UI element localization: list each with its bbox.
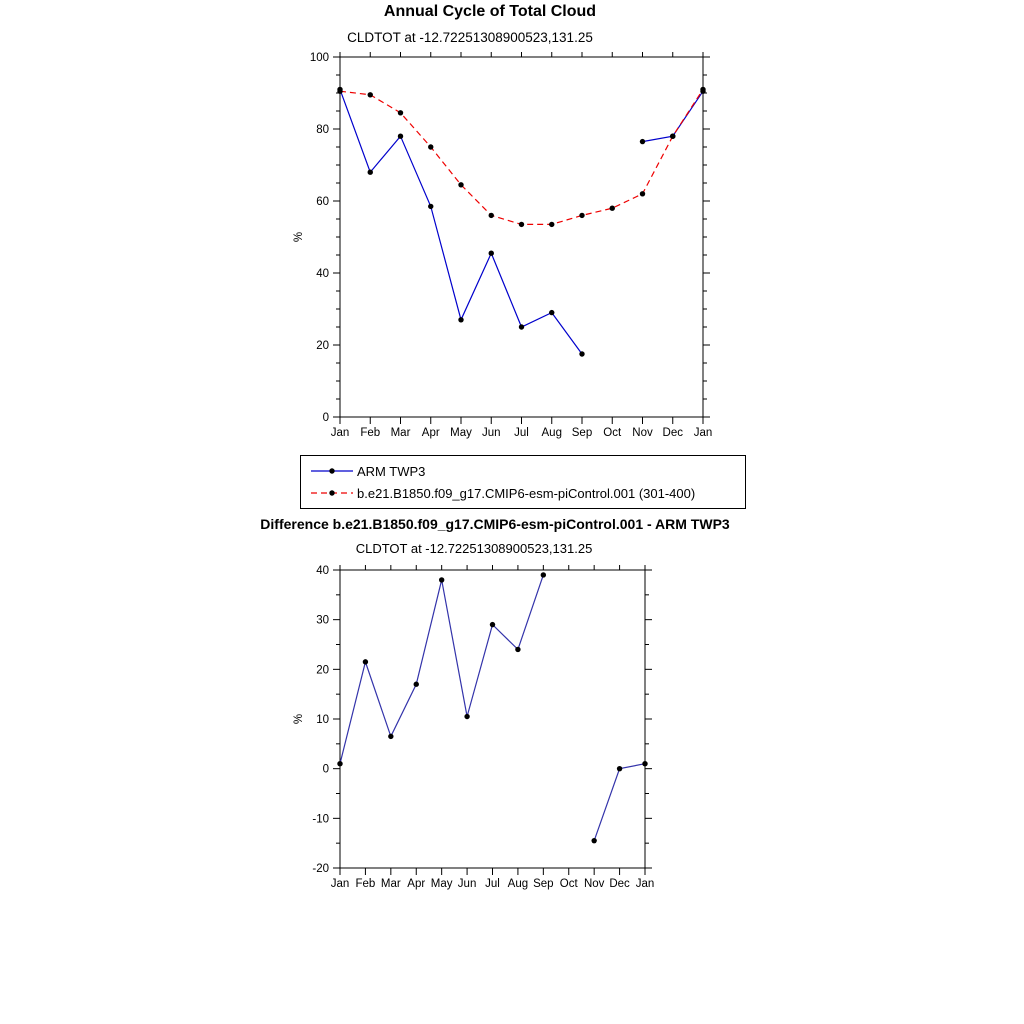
legend-label: ARM TWP3 xyxy=(357,463,426,479)
x-tick-label: Jan xyxy=(330,878,350,890)
y-tick-label: 20 xyxy=(316,664,329,677)
y-tick-label: 80 xyxy=(316,124,329,136)
y-tick-label: 40 xyxy=(316,565,329,577)
annual-cycle-chart xyxy=(280,40,760,460)
data-point xyxy=(458,182,463,187)
data-point xyxy=(549,222,554,227)
plot-frame xyxy=(340,570,645,868)
data-point xyxy=(337,89,342,94)
chart1-subtitle: CLDTOT at -12.72251308900523,131.25 xyxy=(347,30,593,45)
y-tick-label: 100 xyxy=(309,52,329,64)
plot-frame xyxy=(340,57,703,417)
y-tick-label: 0 xyxy=(322,763,329,776)
data-point xyxy=(337,761,342,766)
x-tick-label: Dec xyxy=(609,878,630,890)
data-point xyxy=(490,622,495,627)
x-tick-label: May xyxy=(450,427,472,439)
data-point xyxy=(700,87,705,92)
x-tick-label: Jul xyxy=(485,878,500,890)
data-point xyxy=(464,714,469,719)
data-point xyxy=(519,324,524,329)
x-tick-label: Aug xyxy=(541,427,562,439)
y-tick-label: 30 xyxy=(316,614,329,627)
data-point xyxy=(398,110,403,115)
data-point xyxy=(640,139,645,144)
x-tick-label: Jul xyxy=(514,427,529,439)
y-tick-label: 0 xyxy=(322,412,329,424)
series-line xyxy=(340,89,582,354)
data-point xyxy=(428,204,433,209)
data-point xyxy=(489,251,494,256)
data-point xyxy=(439,577,444,582)
data-point xyxy=(458,317,463,322)
legend-item-picontrol xyxy=(309,482,741,504)
legend-item-arm-twp3 xyxy=(309,460,741,482)
data-point xyxy=(541,572,546,577)
y-tick-label: 60 xyxy=(316,196,329,208)
data-point xyxy=(489,213,494,218)
data-point xyxy=(579,213,584,218)
data-point xyxy=(640,191,645,196)
series-line xyxy=(340,575,543,764)
legend-sample-marker xyxy=(329,490,334,495)
x-tick-label: Dec xyxy=(662,427,683,439)
x-tick-label: Aug xyxy=(507,878,529,890)
data-point xyxy=(610,206,615,211)
x-tick-label: Jan xyxy=(635,878,655,890)
x-tick-label: Jun xyxy=(481,427,501,439)
x-tick-label: Sep xyxy=(533,878,554,890)
x-tick-label: Mar xyxy=(380,878,401,890)
data-point xyxy=(670,134,675,139)
y-tick-label: 10 xyxy=(316,714,329,726)
x-tick-label: Feb xyxy=(360,427,381,439)
y-axis-label: % xyxy=(293,713,305,725)
chart2-subtitle: CLDTOT at -12.72251308900523,131.25 xyxy=(355,541,593,556)
data-point xyxy=(642,761,647,766)
chart1-title: Annual Cycle of Total Cloud xyxy=(383,3,597,20)
legend xyxy=(300,455,746,509)
x-tick-label: Jan xyxy=(693,427,713,439)
x-tick-label: Feb xyxy=(355,878,376,890)
y-tick-label: -10 xyxy=(312,813,329,826)
legend-line-sample-dashed xyxy=(309,486,355,500)
data-point xyxy=(368,92,373,97)
data-point xyxy=(617,766,622,771)
y-tick-label: 20 xyxy=(316,340,329,352)
x-tick-label: Nov xyxy=(583,878,605,890)
x-tick-label: Jun xyxy=(457,878,477,890)
series-line xyxy=(340,89,703,224)
data-point xyxy=(388,734,393,739)
legend-label: b.e21.B1850.f09_g17.CMIP6-esm-piControl.001 (301-400) xyxy=(357,485,696,501)
data-point xyxy=(591,838,596,843)
data-point xyxy=(398,134,403,139)
x-tick-label: Oct xyxy=(603,427,622,439)
x-tick-label: Nov xyxy=(632,427,653,439)
x-tick-label: May xyxy=(430,878,453,890)
data-point xyxy=(368,170,373,175)
data-point xyxy=(428,144,433,149)
x-tick-label: Jan xyxy=(330,427,350,439)
x-tick-label: Oct xyxy=(559,878,578,890)
series-line xyxy=(594,764,645,841)
legend-line-sample-solid xyxy=(309,464,355,478)
y-tick-label: 40 xyxy=(316,268,329,280)
y-tick-label: -20 xyxy=(312,863,329,875)
y-axis-label: % xyxy=(293,231,305,243)
data-point xyxy=(515,647,520,652)
difference-chart xyxy=(280,545,710,895)
data-point xyxy=(363,659,368,664)
data-point xyxy=(579,351,584,356)
x-tick-label: Apr xyxy=(421,427,440,439)
legend-sample-marker xyxy=(329,468,334,473)
data-point xyxy=(549,310,554,315)
x-tick-label: Apr xyxy=(407,878,426,890)
chart2-title: Difference b.e21.B1850.f09_g17.CMIP6-esm-piControl.001 - ARM TWP3 xyxy=(260,516,730,532)
x-tick-label: Mar xyxy=(390,427,411,439)
x-tick-label: Sep xyxy=(571,427,593,439)
data-point xyxy=(414,682,419,687)
data-point xyxy=(519,222,524,227)
